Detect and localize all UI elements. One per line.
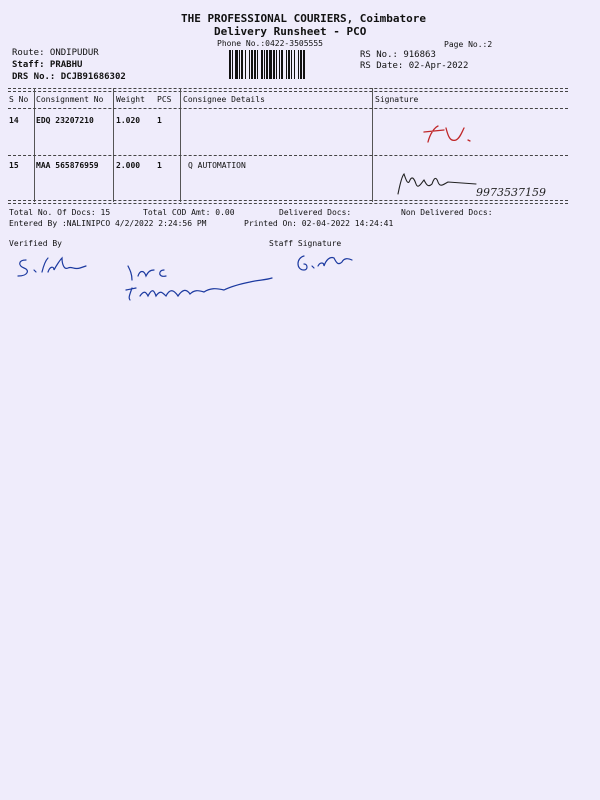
recipient-signature-2: [392, 170, 484, 200]
verified-by-label: Verified By: [9, 239, 62, 248]
barcode-bar: [251, 50, 253, 79]
route-label: Route: ONDIPUDUR: [12, 48, 99, 58]
handwritten-annotation-signature: [120, 260, 280, 306]
verifier-signature: [12, 254, 94, 280]
header-consignee: Consignee Details: [183, 95, 265, 104]
total-cod: Total COD Amt: 0.00: [143, 208, 235, 217]
header-pcs: PCS: [157, 95, 172, 104]
delivered-docs: Delivered Docs:: [279, 208, 352, 217]
header-weight: Weight: [116, 95, 145, 104]
row-consignment: MAA 565876959: [36, 161, 99, 170]
barcode-bar: [269, 50, 272, 79]
printed-on: Printed On: 02-04-2022 14:24:41: [244, 219, 394, 228]
row-weight: 2.000: [116, 161, 141, 170]
header-sno: S No: [9, 95, 29, 104]
barcode-bar: [241, 50, 243, 79]
barcode-bar: [249, 50, 250, 79]
barcode-bar: [300, 50, 302, 79]
drs-number: DRS No.: DCJB91686302: [12, 72, 126, 82]
barcode-bar: [286, 50, 287, 79]
column-divider: [372, 88, 373, 202]
barcode-bar: [281, 50, 283, 79]
barcode-bar: [239, 50, 240, 79]
row-sno: 14: [9, 116, 19, 125]
entered-by: Entered By :NALINIPCO 4/2/2022 2:24:56 PM: [9, 219, 207, 228]
rs-date: RS Date: 02-Apr-2022: [360, 61, 469, 71]
header-signature: Signature: [375, 95, 419, 104]
row-pcs: 1: [157, 161, 162, 170]
barcode-bar: [264, 50, 265, 79]
barcode-bar: [229, 50, 231, 79]
staff-signature: [292, 250, 362, 276]
phone-number: Phone No.:0422-3505555: [217, 39, 323, 48]
barcode-bar: [288, 50, 290, 79]
column-divider: [34, 88, 35, 202]
page-number: Page No.:2: [444, 40, 493, 49]
barcode-bar: [257, 50, 258, 79]
barcode-bar: [294, 50, 295, 79]
document-title: Delivery Runsheet - PCO: [214, 25, 367, 38]
barcode-bar: [235, 50, 238, 79]
barcode-bar: [254, 50, 256, 79]
row-rule: [8, 155, 568, 156]
row-consignee: Q AUTOMATION: [188, 161, 246, 170]
barcode-bar: [273, 50, 275, 79]
row-consignment: EDQ 23207210: [36, 116, 94, 125]
total-docs: Total No. Of Docs: 15: [9, 208, 111, 217]
company-name: THE PROFESSIONAL COURIERS, Coimbatore: [181, 12, 427, 25]
handwritten-phone-number: 9973537159: [476, 186, 546, 199]
rs-number: RS No.: 916863: [360, 50, 436, 60]
recipient-signature-1: [420, 122, 480, 148]
table-top-rule-2: [8, 91, 568, 92]
row-sno: 15: [9, 161, 19, 170]
barcode-bar: [298, 50, 299, 79]
non-delivered-docs: Non Delivered Docs:: [401, 208, 493, 217]
table-bottom-rule: [8, 200, 568, 201]
column-divider: [113, 88, 114, 202]
staff-signature-label: Staff Signature: [269, 239, 342, 248]
row-weight: 1.020: [116, 116, 141, 125]
column-divider: [180, 88, 181, 202]
barcode-bar: [261, 50, 263, 79]
barcode-bar: [232, 50, 233, 79]
table-top-rule: [8, 88, 568, 89]
barcode-bar: [279, 50, 280, 79]
barcode: [229, 50, 353, 79]
row-pcs: 1: [157, 116, 162, 125]
staff-label: Staff: PRABHU: [12, 60, 83, 70]
barcode-bar: [245, 50, 246, 79]
table-bottom-rule-2: [8, 203, 568, 204]
header-rule: [8, 108, 568, 109]
header-consignment: Consignment No: [36, 95, 104, 104]
barcode-bar: [276, 50, 277, 79]
barcode-bar: [303, 50, 305, 79]
barcode-bar: [266, 50, 268, 79]
barcode-bar: [291, 50, 292, 79]
